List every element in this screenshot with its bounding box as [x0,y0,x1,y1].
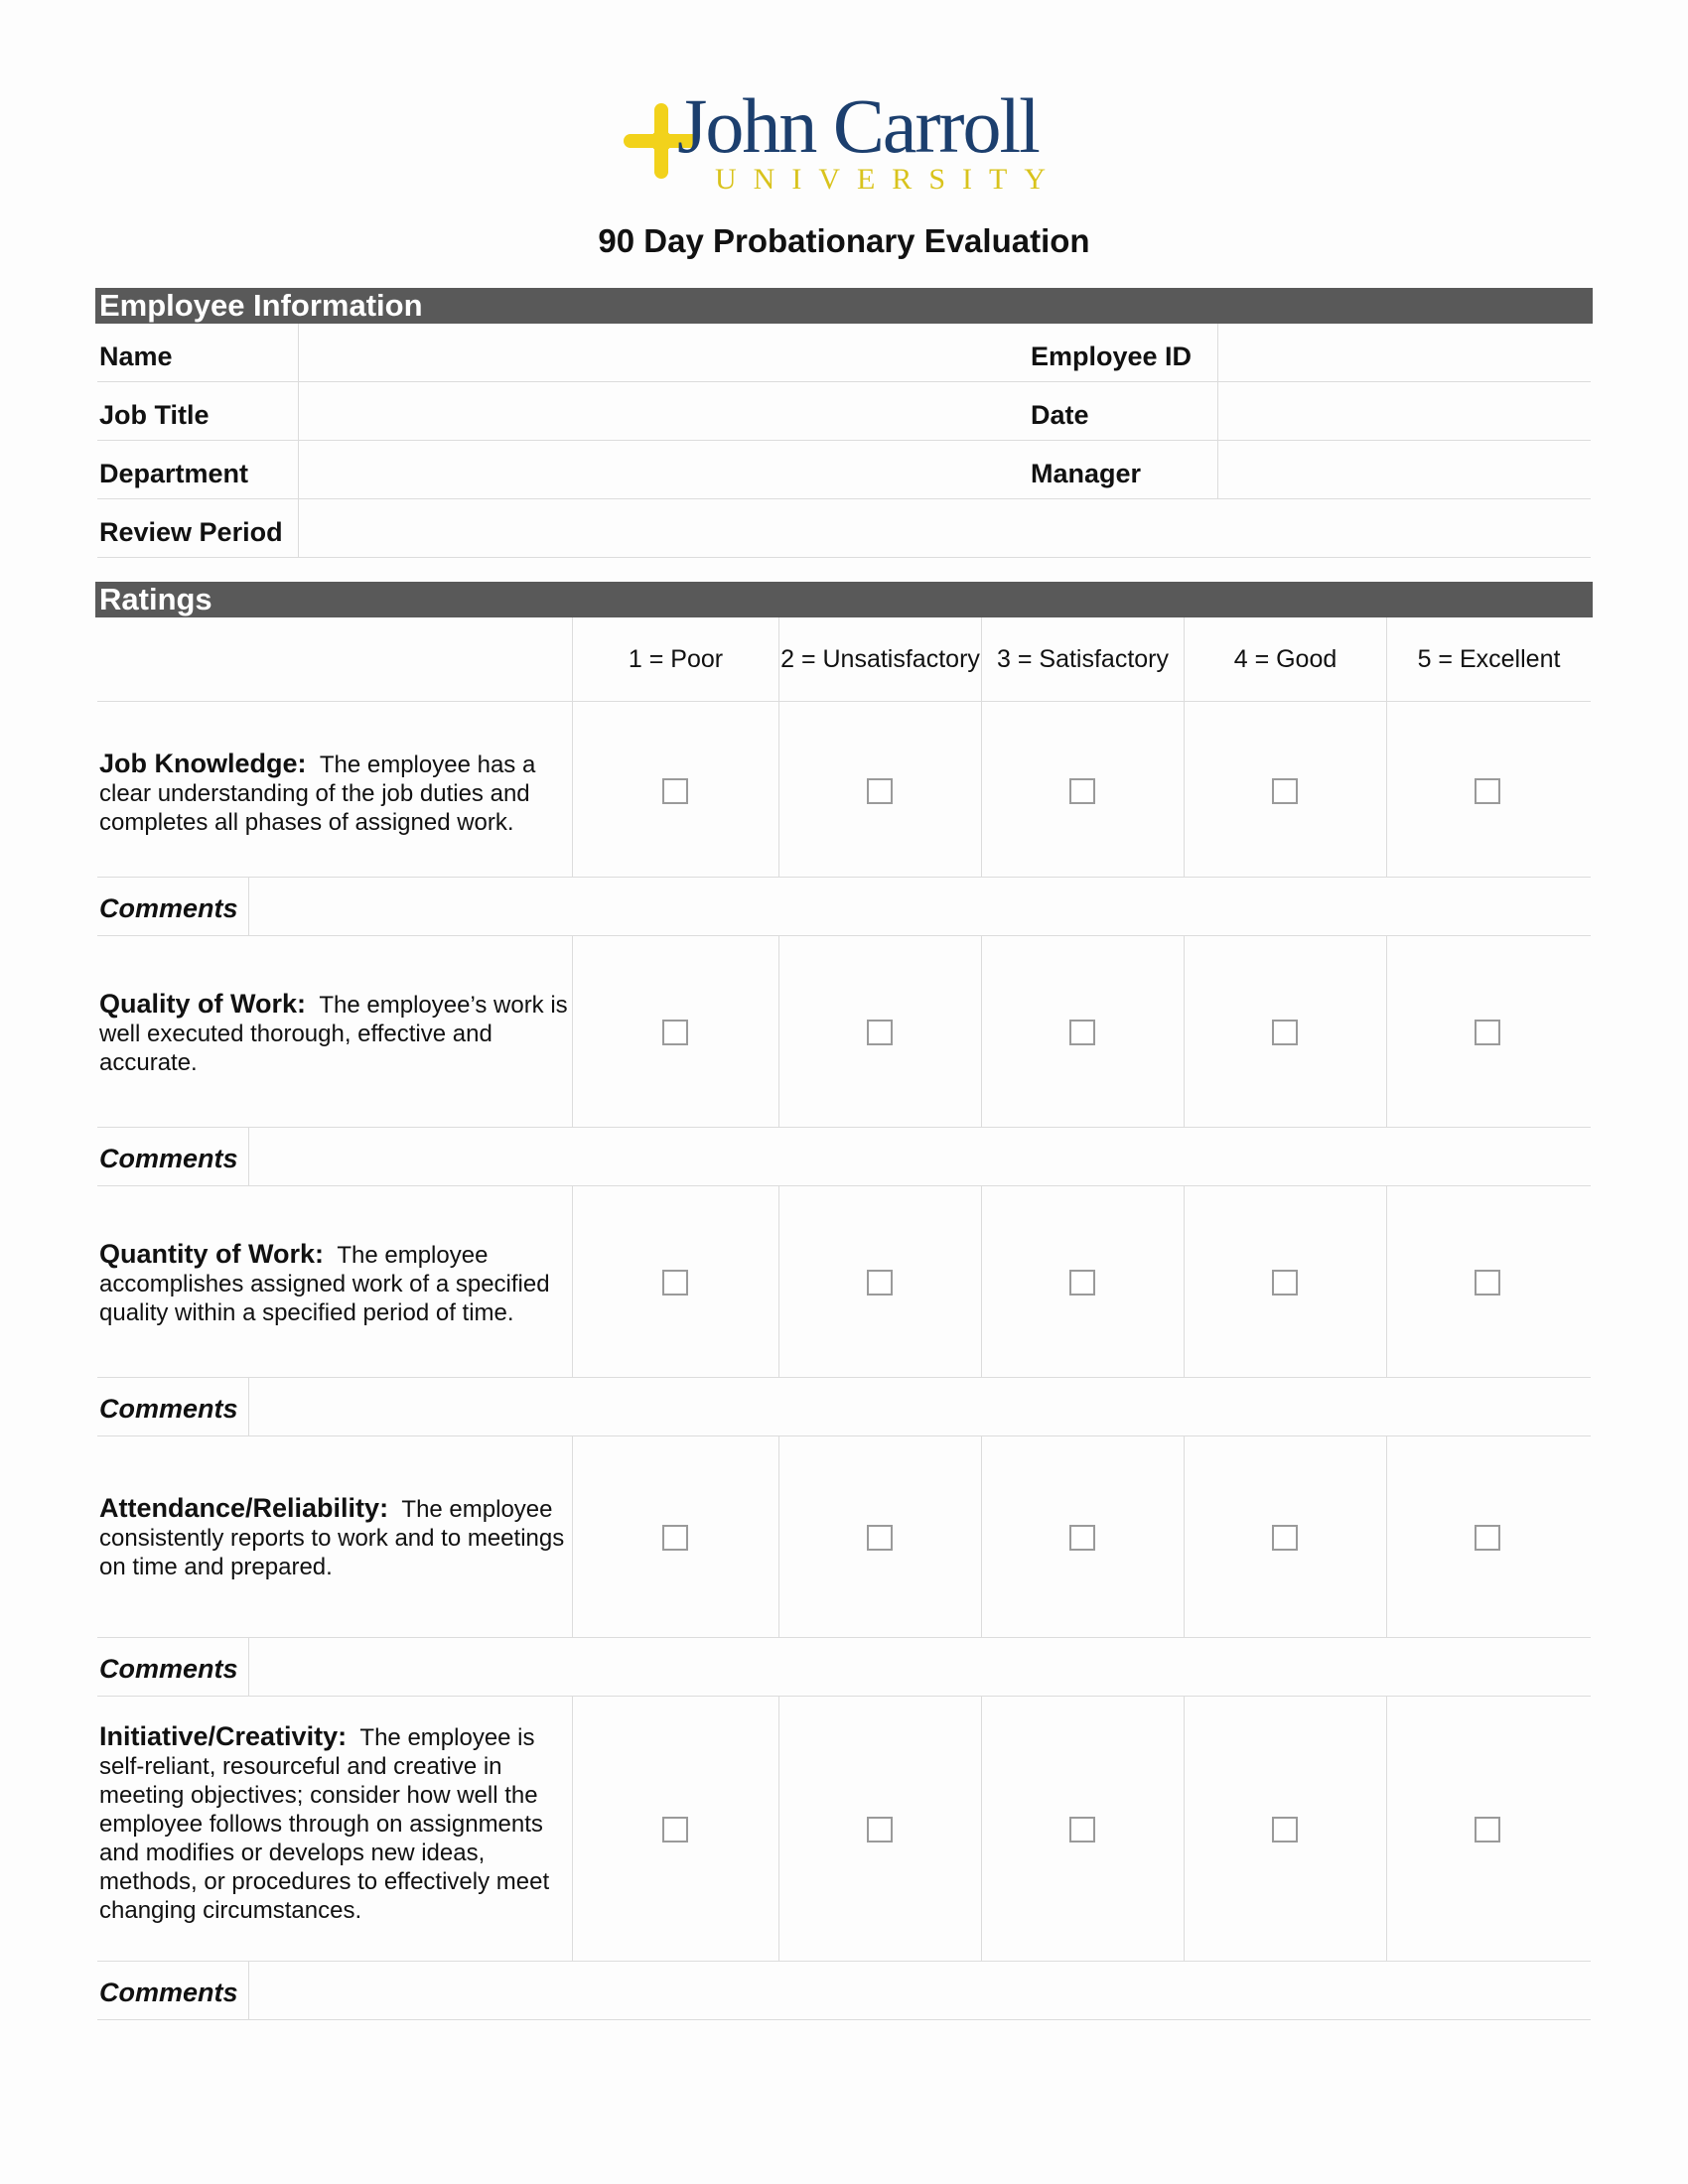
rating-checkbox[interactable] [1069,1020,1095,1045]
ratings-heading: Ratings [95,582,1593,617]
comments-label: Comments [99,1654,238,1684]
criterion-text: The employee’s work is well executed thorough, effective and accurate. [99,992,568,1076]
comment-row [97,878,1591,936]
rating-checkbox[interactable] [1272,1020,1298,1045]
rating-cell [1184,1697,1386,1961]
scale-header-unsatisfactory: 2 = Unsatisfactory [778,617,981,701]
rating-cell [572,1186,778,1377]
rating-checkbox[interactable] [1475,1270,1500,1296]
comments-field[interactable] [248,1378,1591,1435]
review-period-field[interactable] [298,499,1591,557]
rating-cell [1184,702,1386,877]
employee-id-label: Employee ID [1031,341,1193,371]
rating-cell [1386,1697,1591,1961]
department-label: Department [99,459,249,488]
university-logo [616,82,1072,205]
rating-cell [1184,1436,1386,1637]
rating-cell [572,702,778,877]
rating-checkbox[interactable] [867,1817,893,1843]
rating-cell [1386,1186,1591,1377]
rating-cell [778,936,981,1127]
scale-header-excellent: 5 = Excellent [1386,617,1591,701]
comments-label: Comments [99,893,238,923]
rating-checkbox[interactable] [1069,778,1095,804]
logo-wordmark: John Carroll [677,82,1039,169]
criterion-text: The employee consistently reports to work and to meetings on time and prepared. [99,1496,565,1580]
info-row-name [97,324,1591,382]
criterion-description [99,990,574,1077]
date-field[interactable] [1217,382,1591,440]
rating-cell [1184,1186,1386,1377]
rating-checkbox[interactable] [1475,1817,1500,1843]
scale-header-poor: 1 = Poor [572,617,778,701]
rating-checkbox[interactable] [867,778,893,804]
rating-checkbox[interactable] [1069,1525,1095,1551]
rating-checkbox[interactable] [662,1525,688,1551]
comment-row [97,1962,1591,2020]
criterion-text: The employee accomplishes assigned work of a specified quality within a specified period of time. [99,1242,550,1326]
rating-cell [981,1186,1184,1377]
comments-label: Comments [99,1144,238,1173]
scale-header-satisfactory: 3 = Satisfactory [981,617,1184,701]
comment-row [97,1638,1591,1697]
rating-checkbox[interactable] [867,1270,893,1296]
info-row-department [97,441,1591,499]
rating-checkbox[interactable] [1475,1525,1500,1551]
criterion-row-quality-of-work [97,936,1591,1128]
rating-checkbox[interactable] [1069,1270,1095,1296]
rating-cell [572,1697,778,1961]
rating-checkbox[interactable] [867,1525,893,1551]
criterion-row-initiative-creativity [97,1697,1591,1962]
criterion-name: Job Knowledge: [99,749,307,778]
manager-label: Manager [1031,459,1142,488]
rating-cell [778,1186,981,1377]
rating-checkbox[interactable] [662,1817,688,1843]
name-field[interactable] [298,324,1029,381]
date-label: Date [1031,400,1089,430]
criterion-text: The employee is self-reliant, resourceful and creative in meeting objectives; consider how well the employee follows through on assignments and modifies or develops new ideas, methods, or procedures to effectively meet changing circumstances. [99,1724,550,1924]
rating-checkbox[interactable] [1272,1525,1298,1551]
criterion-name: Quantity of Work: [99,1239,324,1269]
rating-cell [778,1436,981,1637]
rating-cell [572,1436,778,1637]
form-title: 90 Day Probationary Evaluation [598,222,1090,259]
criterion-description [99,1722,574,1925]
rating-checkbox[interactable] [662,778,688,804]
review-period-label: Review Period [99,517,283,547]
rating-cell [981,936,1184,1127]
info-row-review-period [97,499,1591,558]
criterion-description [99,1494,574,1581]
rating-checkbox[interactable] [662,1020,688,1045]
rating-checkbox[interactable] [662,1270,688,1296]
criterion-row-quantity-of-work [97,1186,1591,1378]
info-row-job-title [97,382,1591,441]
criterion-name: Initiative/Creativity: [99,1721,348,1751]
rating-cell [981,702,1184,877]
rating-checkbox[interactable] [1069,1817,1095,1843]
rating-cell [1386,702,1591,877]
rating-cell [572,936,778,1127]
job-title-label: Job Title [99,400,210,430]
comments-field[interactable] [248,1638,1591,1696]
rating-checkbox[interactable] [1272,778,1298,804]
rating-cell [981,1436,1184,1637]
logo-subtitle: UNIVERSITY [715,163,1062,196]
rating-checkbox[interactable] [1272,1270,1298,1296]
criterion-row-job-knowledge [97,702,1591,878]
criterion-name: Quality of Work: [99,989,307,1019]
rating-cell [778,702,981,877]
rating-cell [1386,936,1591,1127]
rating-checkbox[interactable] [867,1020,893,1045]
criterion-text: The employee has a clear understanding of the job duties and completes all phases of assigned work. [99,751,536,836]
manager-field[interactable] [1217,441,1591,498]
name-label: Name [99,341,173,371]
employee-info-heading: Employee Information [95,288,1593,324]
rating-cell [1386,1436,1591,1637]
ratings-table [97,617,1591,2020]
employee-info-grid [97,324,1591,558]
rating-cell [981,1697,1184,1961]
criterion-name: Attendance/Reliability: [99,1493,389,1523]
comments-field[interactable] [248,1128,1591,1185]
scale-header-good: 4 = Good [1184,617,1386,701]
criterion-row-attendance-reliability [97,1436,1591,1638]
comments-label: Comments [99,1978,238,2007]
rating-checkbox[interactable] [1475,778,1500,804]
rating-cell [778,1697,981,1961]
employee-id-field[interactable] [1217,324,1591,381]
department-field[interactable] [298,441,1029,498]
criterion-description [99,1240,574,1327]
comment-row [97,1128,1591,1186]
rating-checkbox[interactable] [1475,1020,1500,1045]
rating-checkbox[interactable] [1272,1817,1298,1843]
job-title-field[interactable] [298,382,1029,440]
comments-field[interactable] [248,878,1591,935]
rating-scale-header [97,617,1591,702]
comments-field[interactable] [248,1962,1591,2019]
comment-row [97,1378,1591,1436]
criterion-description [99,750,574,837]
comments-label: Comments [99,1394,238,1424]
rating-cell [1184,936,1386,1127]
